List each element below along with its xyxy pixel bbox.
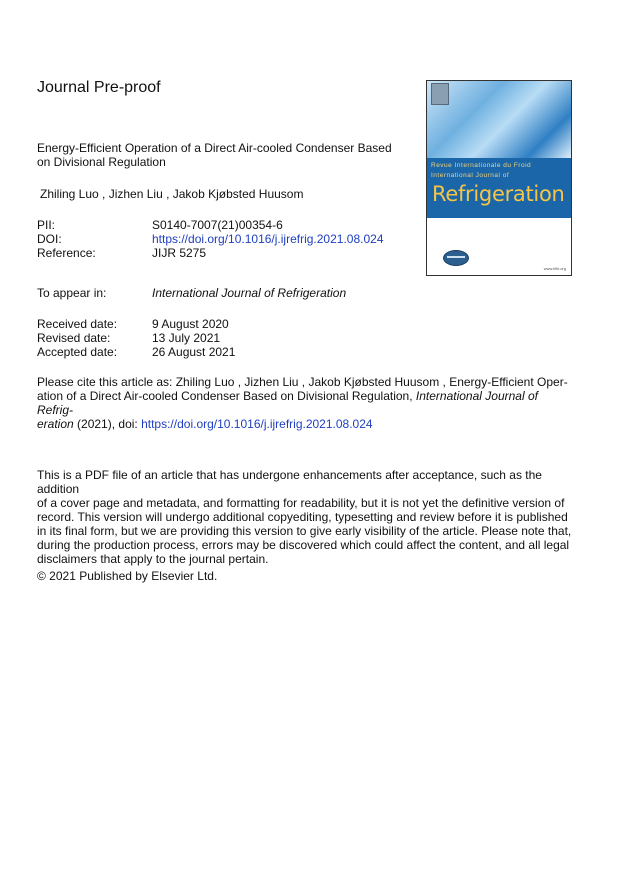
disclaimer-line: of a cover page and metadata, and formatting for readability, but it is not yet the definitive version of <box>37 496 565 510</box>
disclaimer-line: This is a PDF file of an article that has undergone enhancements after acceptance, such as the addition <box>37 468 542 496</box>
pii-label: PII: <box>37 218 56 232</box>
page-header-title: Journal Pre-proof <box>37 79 161 96</box>
copyright-notice: © 2021 Published by Elsevier Ltd. <box>37 569 218 583</box>
citation-doi-link[interactable]: https://doi.org/10.1016/j.ijrefrig.2021.08.024 <box>141 417 373 431</box>
cover-sky-graphic <box>427 81 571 158</box>
cover-title-band <box>427 158 571 218</box>
pii-value: S0140-7007(21)00354-6 <box>152 218 283 232</box>
elsevier-logo-icon <box>431 83 449 105</box>
disclaimer-paragraph <box>37 468 582 566</box>
disclaimer-line: disclaimers that apply to the journal pertain. <box>37 552 269 566</box>
disclaimer-line: during the production process, errors may be discovered which could affect the content, and all legal <box>37 538 570 552</box>
article-title <box>37 141 392 169</box>
received-date-label: Received date: <box>37 317 118 331</box>
reference-value: JIJR 5275 <box>152 246 207 260</box>
doi-label: DOI: <box>37 232 62 246</box>
cover-lower-panel <box>427 218 571 276</box>
revised-date-label: Revised date: <box>37 331 111 345</box>
disclaimer-line: in its final form, but we are providing this version to give early visibility of the article. Please note that, <box>37 524 572 538</box>
accepted-date-label: Accepted date: <box>37 345 118 359</box>
citation-line3 <box>37 417 577 431</box>
citation-journal-part2: eration <box>37 417 74 431</box>
citation-block <box>37 375 577 431</box>
article-title-line1: Energy-Efficient Operation of a Direct Air-cooled Condenser Based <box>37 141 392 155</box>
cover-publisher-url: www.iifiir.org <box>543 266 566 271</box>
citation-year-text: (2021), doi: <box>73 417 142 431</box>
cover-line2: International Journal of <box>431 172 510 179</box>
received-date-value: 9 August 2020 <box>152 317 229 331</box>
doi-link[interactable]: https://doi.org/10.1016/j.ijrefrig.2021.08.024 <box>152 232 384 246</box>
citation-line2-text: ation of a Direct Air-cooled Condenser Based on Divisional Regulation, <box>37 389 416 403</box>
disclaimer-line: record. This version will undergo additional copyediting, typesetting and review before it is published <box>37 510 568 524</box>
accepted-date-value: 26 August 2021 <box>152 345 236 359</box>
citation-line2 <box>37 389 577 417</box>
article-title-line2: on Divisional Regulation <box>37 155 166 169</box>
cover-line1: Revue Internationale du Froid <box>431 162 532 169</box>
citation-line1: Please cite this article as: Zhiling Luo , Jizhen Liu , Jakob Kjøbsted Huusom , Energy-Efficient Oper- <box>37 375 568 389</box>
appear-label: To appear in: <box>37 286 107 300</box>
article-authors: Zhiling Luo , Jizhen Liu , Jakob Kjøbsted Huusom <box>40 187 304 201</box>
journal-name: International Journal of Refrigeration <box>152 286 347 300</box>
journal-cover-image <box>426 80 572 276</box>
reference-label: Reference: <box>37 246 96 260</box>
citation-journal-part1: International Journal of Refrig- <box>37 389 538 417</box>
revised-date-value: 13 July 2021 <box>152 331 221 345</box>
iif-globe-logo-icon <box>443 250 469 266</box>
cover-journal-title: Refrigeration <box>432 182 565 206</box>
